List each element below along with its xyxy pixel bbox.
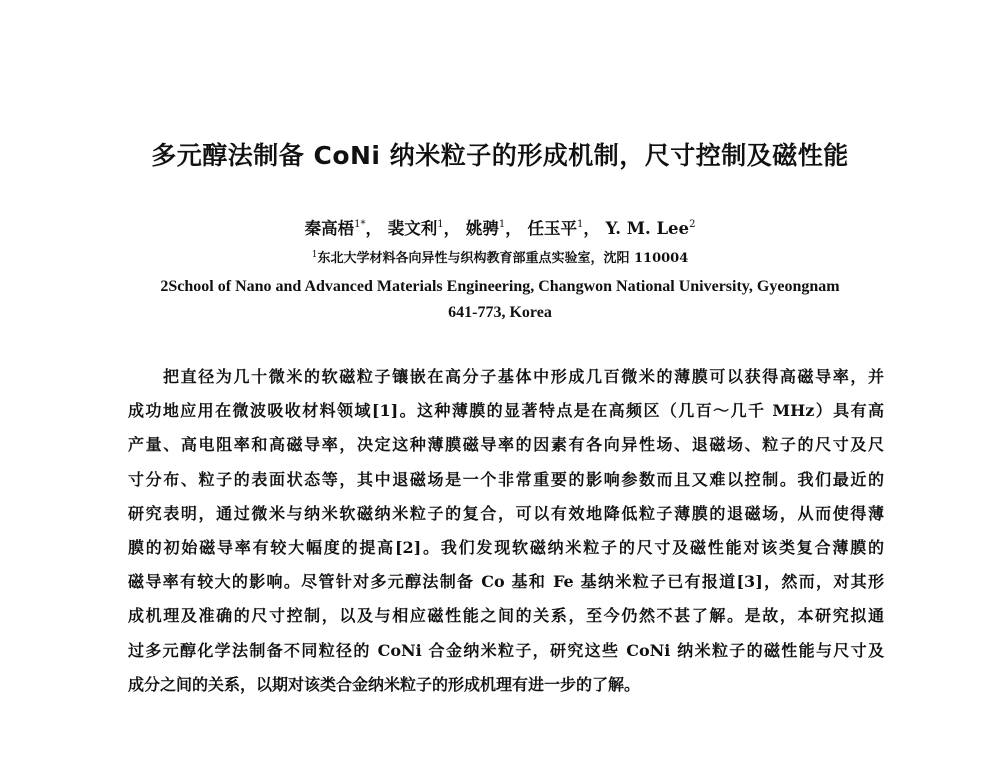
body-line: 膜的初始磁导率有较大幅度的提高[2]。我们发现软磁纳米粒子的尺寸及磁性能对该类复合薄膜的 <box>128 537 884 557</box>
body-line: 过多元醇化学法制备不同粒径的 CoNi 合金纳米粒子，研究这些 CoNi 纳米粒子的磁性能与尺寸及 <box>128 640 884 660</box>
body-line: 研究表明，通过微米与纳米软磁纳米粒子的复合，可以有效地降低粒子薄膜的退磁场，从而使得薄 <box>128 503 884 523</box>
body-line: 成功地应用在微波吸收材料领域[1]。这种薄膜的显著特点是在高频区（几百～几千 MHz）具有高 <box>128 401 884 421</box>
author-name: 秦高梧 <box>304 219 355 238</box>
author-list <box>0 215 1000 239</box>
affiliation-2 <box>0 274 1000 326</box>
author-name: Y. M. Lee <box>605 219 690 238</box>
author-affiliation-sup: 1 <box>576 219 584 230</box>
author-affiliation-sup: 1 <box>498 219 506 230</box>
author-affiliation-sup: 1* <box>354 219 366 230</box>
paper-title: 多元醇法制备 CoNi 纳米粒子的形成机制，尺寸控制及磁性能 <box>151 141 849 170</box>
affiliation-2-line-1: 2School of Nano and Advanced Materials Engineering, Changwon National University, Gyeongnam <box>160 278 840 295</box>
body-paragraph <box>128 367 884 709</box>
affiliation-1-sup: 1 <box>311 250 318 260</box>
body-line: 寸分布、粒子的表面状态等，其中退磁场是一个非常重要的影响参数而且又难以控制。我们最近的 <box>128 469 884 489</box>
author-separator: ， <box>443 219 461 238</box>
body-line: 成分之间的关系，以期对该类合金纳米粒子的形成机理有进一步的了解。 <box>128 674 641 694</box>
affiliation-1-text: 东北大学材料各向异性与织构教育部重点实验室，沈阳 110004 <box>317 251 689 266</box>
author-affiliation-sup: 1 <box>437 219 444 230</box>
author-name: 任玉平 <box>527 219 577 238</box>
author-separator: ， <box>583 219 600 238</box>
body-line: 把直径为几十微米的软磁粒子镶嵌在高分子基体中形成几百微米的薄膜可以获得高磁导率，并 <box>163 367 884 386</box>
body-line: 成机理及准确的尺寸控制，以及与相应磁性能之间的关系，至今仍然不甚了解。是故，本研究拟通 <box>128 606 884 626</box>
author-affiliation-sup: 2 <box>689 219 696 230</box>
author-separator: ， <box>505 219 522 238</box>
author-name: 裴文利 <box>387 219 438 238</box>
body-line: 产量、高电阻率和高磁导率，决定这种薄膜磁导率的因素有各向异性场、退磁场、粒子的尺寸及尺 <box>128 435 884 455</box>
body-line: 磁导率有较大的影响。尽管针对多元醇法制备 Co 基和 Fe 基纳米粒子已有报道[3]，然而，对其形 <box>128 572 884 592</box>
affiliation-2-line-2: 641-773, Korea <box>448 304 552 321</box>
affiliation-1 <box>0 247 1000 266</box>
author-name: 姚骋 <box>465 219 499 238</box>
author-separator: ， <box>365 219 382 238</box>
